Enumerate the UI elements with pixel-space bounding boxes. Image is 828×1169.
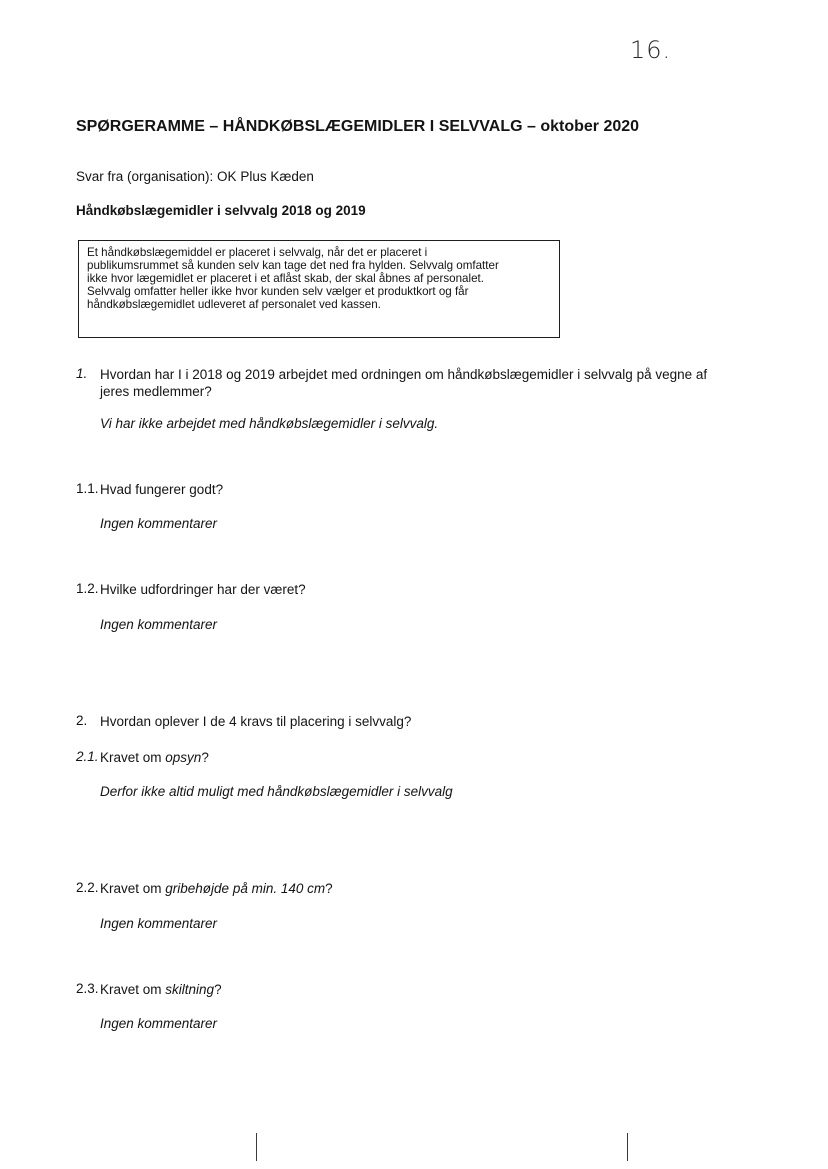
question-2-2-suffix: ?: [325, 881, 333, 896]
question-2-2-prefix: Kravet om: [100, 881, 166, 896]
question-2-1-text: [100, 749, 209, 766]
definition-line: håndkøbslægemidlet udleveret af personalet ved kassen.: [87, 298, 381, 311]
question-1-number: 1.: [76, 366, 88, 381]
question-2-1-prefix: Kravet om: [100, 750, 166, 765]
question-2-3-answer: Ingen kommentarer: [100, 1016, 218, 1031]
question-2-2-emphasis: gribehøjde på min. 140 cm: [165, 881, 326, 896]
question-2-3-prefix: Kravet om: [100, 982, 166, 997]
question-2-3-number: 2.3.: [76, 981, 99, 996]
question-2-2-text: [100, 880, 333, 897]
question-2-1-suffix: ?: [201, 750, 209, 765]
document-title: SPØRGERAMME – HÅNDKØBSLÆGEMIDLER I SELVVALG – oktober 2020: [76, 118, 640, 135]
question-2-1-answer: Derfor ikke altid muligt med håndkøbslægemidler i selvvalg: [100, 784, 453, 799]
question-1-1-answer: Ingen kommentarer: [100, 516, 218, 531]
question-2-2-answer: Ingen kommentarer: [100, 916, 218, 931]
definition-line: Selvvalg omfatter heller ikke hvor kunden selv vælger et produktkort og får: [87, 285, 469, 298]
definition-line: Et håndkøbslægemiddel er placeret i selvvalg, når det er placeret i: [87, 246, 428, 259]
question-1-2-answer: Ingen kommentarer: [100, 617, 218, 632]
definition-line: ikke hvor lægemidlet er placeret i et aflåst skab, der skal åbnes af personalet.: [87, 272, 484, 285]
scan-artifact-right: [627, 1133, 628, 1161]
question-2-1-number: 2.1.: [76, 749, 99, 764]
question-2-3-emphasis: skiltning: [165, 982, 215, 997]
question-1-1-number: 1.1.: [76, 481, 99, 496]
question-1-2-number: 1.2.: [76, 581, 99, 596]
definition-box: [78, 240, 560, 338]
definition-line: publikumsrummet så kunden selv kan tage det ned fra hylden. Selvvalg omfatter: [87, 259, 499, 272]
question-1-1-text: Hvad fungerer godt?: [100, 482, 224, 497]
section-heading: Håndkøbslægemidler i selvvalg 2018 og 2019: [76, 203, 366, 218]
scan-artifact-left: [256, 1133, 257, 1161]
question-1-text: [100, 366, 800, 400]
question-1-2-text: Hvilke udfordringer har der været?: [100, 582, 306, 597]
question-2-3-text: [100, 981, 222, 998]
question-2-2-number: 2.2.: [76, 880, 99, 895]
handwritten-page-number: 16.: [630, 36, 672, 64]
question-1-text-line1: Hvordan har I i 2018 og 2019 arbejdet med ordningen om håndkøbslægemidler i selvvalg på vegne af: [100, 367, 708, 382]
question-2-number: 2.: [76, 713, 88, 728]
question-1-text-line2: jeres medlemmer?: [100, 384, 212, 399]
question-1-answer: Vi har ikke arbejdet med håndkøbslægemidler i selvvalg.: [100, 416, 439, 431]
question-2-1-emphasis: opsyn: [165, 750, 202, 765]
respondent-organisation: Svar fra (organisation): OK Plus Kæden: [76, 169, 314, 184]
question-2-text: Hvordan oplever I de 4 kravs til placering i selvvalg?: [100, 714, 412, 729]
question-2-3-suffix: ?: [214, 982, 222, 997]
